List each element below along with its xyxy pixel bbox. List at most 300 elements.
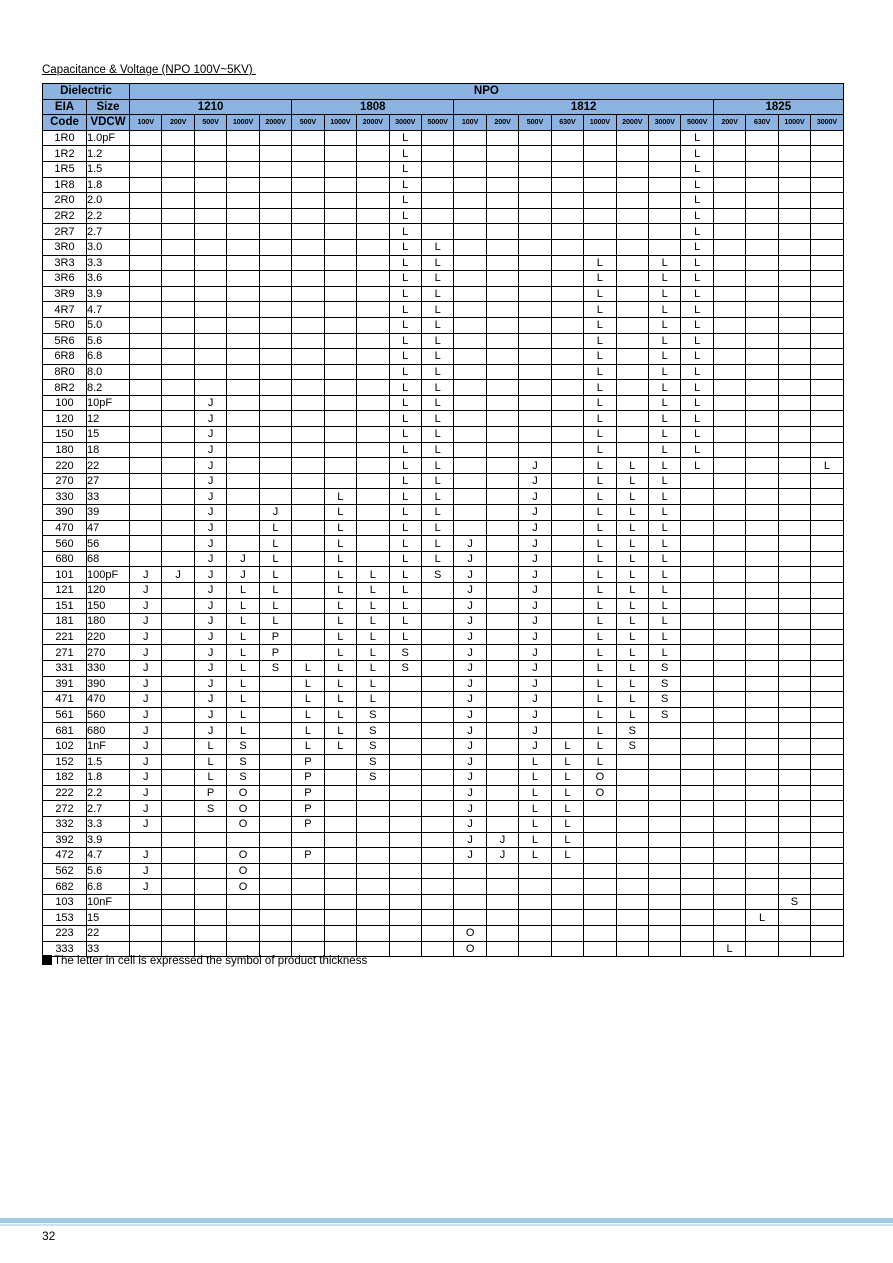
voltage-header: 500V — [519, 115, 551, 131]
thickness-cell: J — [519, 676, 551, 692]
capacitance-cell: 33 — [87, 941, 130, 957]
thickness-cell — [194, 926, 226, 942]
thickness-cell — [778, 520, 810, 536]
thickness-cell: J — [519, 473, 551, 489]
thickness-cell: J — [194, 427, 226, 443]
thickness-cell — [130, 551, 162, 567]
thickness-cell: J — [194, 723, 226, 739]
thickness-cell: L — [616, 660, 648, 676]
thickness-cell: J — [454, 567, 486, 583]
thickness-cell — [713, 894, 745, 910]
thickness-cell: L — [389, 473, 421, 489]
thickness-cell: J — [130, 816, 162, 832]
thickness-cell — [746, 816, 778, 832]
thickness-cell: L — [389, 161, 421, 177]
thickness-cell — [551, 941, 583, 957]
thickness-cell — [616, 271, 648, 287]
thickness-cell — [778, 848, 810, 864]
thickness-cell — [486, 692, 518, 708]
thickness-cell — [227, 302, 259, 318]
thickness-cell: J — [454, 848, 486, 864]
thickness-cell: L — [681, 224, 713, 240]
thickness-cell — [551, 442, 583, 458]
table-row — [43, 567, 844, 583]
thickness-cell — [162, 645, 194, 661]
thickness-cell — [681, 707, 713, 723]
thickness-cell: L — [259, 536, 291, 552]
thickness-cell — [713, 583, 745, 599]
thickness-cell — [713, 177, 745, 193]
thickness-cell — [227, 317, 259, 333]
thickness-cell — [324, 848, 356, 864]
thickness-cell — [357, 551, 389, 567]
thickness-cell: L — [584, 551, 616, 567]
thickness-cell — [421, 645, 453, 661]
thickness-cell — [227, 177, 259, 193]
thickness-cell: L — [681, 255, 713, 271]
thickness-cell — [519, 926, 551, 942]
thickness-cell — [486, 395, 518, 411]
thickness-cell: J — [519, 489, 551, 505]
thickness-cell — [259, 848, 291, 864]
thickness-cell — [778, 286, 810, 302]
thickness-cell: L — [421, 536, 453, 552]
thickness-cell: J — [194, 536, 226, 552]
table-row — [43, 660, 844, 676]
thickness-cell — [357, 380, 389, 396]
thickness-cell — [778, 941, 810, 957]
thickness-cell: S — [389, 660, 421, 676]
thickness-cell: L — [324, 583, 356, 599]
thickness-cell — [713, 848, 745, 864]
thickness-cell — [162, 317, 194, 333]
thickness-cell — [421, 676, 453, 692]
thickness-cell — [194, 848, 226, 864]
thickness-cell — [162, 894, 194, 910]
thickness-cell — [357, 926, 389, 942]
thickness-cell — [324, 333, 356, 349]
thickness-cell — [162, 489, 194, 505]
thickness-cell — [227, 146, 259, 162]
thickness-cell — [162, 926, 194, 942]
thickness-cell: J — [454, 536, 486, 552]
thickness-cell — [324, 239, 356, 255]
thickness-cell — [551, 910, 583, 926]
thickness-cell: L — [616, 489, 648, 505]
thickness-cell — [292, 239, 324, 255]
thickness-cell: J — [519, 598, 551, 614]
thickness-cell — [486, 770, 518, 786]
thickness-cell: L — [519, 770, 551, 786]
size-header-1825: 1825 — [713, 99, 843, 115]
thickness-cell — [746, 130, 778, 146]
thickness-cell — [162, 863, 194, 879]
thickness-cell: L — [389, 130, 421, 146]
thickness-cell — [519, 442, 551, 458]
thickness-cell — [292, 255, 324, 271]
thickness-cell — [389, 754, 421, 770]
thickness-cell — [454, 879, 486, 895]
thickness-cell — [130, 161, 162, 177]
thickness-cell — [162, 598, 194, 614]
thickness-cell — [551, 520, 583, 536]
thickness-cell — [357, 427, 389, 443]
thickness-cell — [454, 910, 486, 926]
thickness-cell — [292, 629, 324, 645]
thickness-cell: O — [454, 941, 486, 957]
thickness-cell — [227, 442, 259, 458]
thickness-cell — [811, 333, 844, 349]
thickness-cell — [811, 910, 844, 926]
thickness-cell — [227, 239, 259, 255]
thickness-cell — [551, 473, 583, 489]
thickness-cell — [454, 349, 486, 365]
thickness-cell — [130, 177, 162, 193]
thickness-cell — [778, 926, 810, 942]
thickness-cell — [713, 567, 745, 583]
capacitance-cell: 3.0 — [87, 239, 130, 255]
thickness-cell — [778, 473, 810, 489]
thickness-cell — [486, 551, 518, 567]
thickness-cell — [162, 130, 194, 146]
thickness-cell: L — [584, 598, 616, 614]
thickness-cell — [194, 894, 226, 910]
thickness-cell: L — [649, 364, 681, 380]
table-row — [43, 723, 844, 739]
thickness-cell — [778, 427, 810, 443]
thickness-cell — [778, 458, 810, 474]
thickness-cell — [259, 770, 291, 786]
thickness-cell — [324, 894, 356, 910]
thickness-cell: L — [681, 427, 713, 443]
thickness-cell — [324, 801, 356, 817]
thickness-cell — [357, 130, 389, 146]
thickness-cell: L — [551, 816, 583, 832]
thickness-cell: L — [681, 395, 713, 411]
thickness-cell — [713, 255, 745, 271]
thickness-cell — [746, 832, 778, 848]
thickness-cell — [778, 489, 810, 505]
thickness-cell — [259, 255, 291, 271]
thickness-cell: J — [519, 583, 551, 599]
thickness-cell — [649, 816, 681, 832]
thickness-cell: L — [616, 692, 648, 708]
thickness-cell: L — [421, 489, 453, 505]
table-row — [43, 349, 844, 365]
thickness-cell: J — [454, 614, 486, 630]
thickness-cell — [454, 505, 486, 521]
thickness-cell — [616, 239, 648, 255]
thickness-cell — [649, 801, 681, 817]
thickness-cell — [713, 317, 745, 333]
thickness-cell — [811, 583, 844, 599]
thickness-cell: L — [227, 583, 259, 599]
capacitance-cell: 1.5 — [87, 754, 130, 770]
thickness-cell: L — [681, 411, 713, 427]
thickness-cell — [713, 645, 745, 661]
thickness-cell — [778, 130, 810, 146]
capacitance-cell: 22 — [87, 458, 130, 474]
thickness-cell — [584, 224, 616, 240]
thickness-cell — [259, 910, 291, 926]
thickness-cell — [194, 910, 226, 926]
capacitance-cell: 120 — [87, 583, 130, 599]
thickness-cell — [357, 333, 389, 349]
thickness-cell — [616, 770, 648, 786]
thickness-cell — [551, 255, 583, 271]
thickness-cell — [713, 161, 745, 177]
thickness-cell: L — [649, 286, 681, 302]
thickness-cell: L — [389, 349, 421, 365]
thickness-cell — [713, 473, 745, 489]
thickness-cell — [746, 317, 778, 333]
thickness-cell — [486, 583, 518, 599]
thickness-cell — [778, 239, 810, 255]
thickness-cell — [616, 785, 648, 801]
thickness-cell: J — [454, 692, 486, 708]
thickness-cell: S — [227, 754, 259, 770]
thickness-cell — [421, 848, 453, 864]
table-row — [43, 271, 844, 287]
thickness-cell — [292, 567, 324, 583]
thickness-cell — [616, 380, 648, 396]
thickness-cell — [551, 707, 583, 723]
capacitance-cell: 220 — [87, 629, 130, 645]
thickness-cell — [746, 473, 778, 489]
thickness-cell — [551, 536, 583, 552]
thickness-cell — [746, 801, 778, 817]
thickness-cell: J — [130, 692, 162, 708]
thickness-cell: L — [421, 473, 453, 489]
thickness-cell: L — [324, 520, 356, 536]
thickness-cell — [292, 505, 324, 521]
thickness-cell: L — [389, 598, 421, 614]
thickness-cell: L — [681, 146, 713, 162]
thickness-cell — [194, 286, 226, 302]
thickness-cell — [130, 239, 162, 255]
thickness-cell — [486, 816, 518, 832]
thickness-cell — [746, 271, 778, 287]
thickness-cell — [551, 224, 583, 240]
thickness-cell: L — [584, 349, 616, 365]
thickness-cell: L — [421, 302, 453, 318]
thickness-cell — [421, 738, 453, 754]
thickness-cell — [194, 193, 226, 209]
thickness-cell: J — [454, 801, 486, 817]
thickness-cell: L — [584, 395, 616, 411]
eia-code-cell: 102 — [43, 738, 87, 754]
table-row — [43, 224, 844, 240]
thickness-cell — [292, 427, 324, 443]
thickness-cell: O — [227, 848, 259, 864]
thickness-cell: J — [130, 614, 162, 630]
thickness-cell — [713, 707, 745, 723]
thickness-cell — [292, 286, 324, 302]
thickness-cell — [551, 333, 583, 349]
thickness-cell — [713, 505, 745, 521]
thickness-cell: J — [194, 489, 226, 505]
thickness-cell — [324, 177, 356, 193]
thickness-cell — [713, 738, 745, 754]
voltage-header: 1000V — [227, 115, 259, 131]
thickness-cell — [421, 629, 453, 645]
thickness-cell — [259, 863, 291, 879]
thickness-cell — [454, 271, 486, 287]
thickness-cell — [292, 473, 324, 489]
eia-code-cell: 1R5 — [43, 161, 87, 177]
thickness-cell: J — [519, 551, 551, 567]
thickness-cell — [259, 130, 291, 146]
eia-code-cell: 150 — [43, 427, 87, 443]
thickness-cell: L — [389, 224, 421, 240]
thickness-cell — [616, 395, 648, 411]
thickness-cell: J — [130, 676, 162, 692]
thickness-cell: L — [259, 583, 291, 599]
size-header-1210: 1210 — [130, 99, 292, 115]
thickness-cell — [811, 286, 844, 302]
thickness-cell — [713, 271, 745, 287]
thickness-cell — [130, 536, 162, 552]
thickness-cell: P — [259, 629, 291, 645]
thickness-cell: L — [584, 676, 616, 692]
thickness-cell — [811, 505, 844, 521]
thickness-cell — [194, 146, 226, 162]
thickness-cell — [616, 926, 648, 942]
thickness-cell — [162, 536, 194, 552]
eia-code-cell: 1R8 — [43, 177, 87, 193]
thickness-cell: J — [454, 707, 486, 723]
eia-code-cell: 1R0 — [43, 130, 87, 146]
thickness-cell — [713, 692, 745, 708]
thickness-cell — [194, 271, 226, 287]
thickness-cell — [778, 692, 810, 708]
thickness-cell — [227, 224, 259, 240]
thickness-cell: L — [357, 583, 389, 599]
thickness-cell — [227, 894, 259, 910]
thickness-cell — [486, 660, 518, 676]
thickness-cell — [486, 676, 518, 692]
thickness-cell — [259, 723, 291, 739]
eia-code-cell: 682 — [43, 879, 87, 895]
thickness-cell: L — [649, 567, 681, 583]
thickness-cell: S — [227, 770, 259, 786]
thickness-cell — [194, 317, 226, 333]
thickness-cell: L — [389, 271, 421, 287]
thickness-cell — [454, 130, 486, 146]
thickness-cell — [746, 364, 778, 380]
thickness-cell — [713, 660, 745, 676]
thickness-cell: L — [324, 551, 356, 567]
thickness-cell — [486, 863, 518, 879]
eia-code-cell: 182 — [43, 770, 87, 786]
thickness-cell — [162, 427, 194, 443]
thickness-cell — [616, 754, 648, 770]
thickness-cell — [194, 816, 226, 832]
thickness-cell — [227, 333, 259, 349]
thickness-cell — [746, 692, 778, 708]
thickness-cell — [649, 941, 681, 957]
thickness-cell — [162, 738, 194, 754]
thickness-cell — [746, 333, 778, 349]
thickness-cell: L — [551, 848, 583, 864]
thickness-cell — [324, 458, 356, 474]
thickness-cell — [746, 255, 778, 271]
thickness-cell — [519, 333, 551, 349]
thickness-cell — [486, 598, 518, 614]
thickness-cell — [811, 130, 844, 146]
thickness-cell — [357, 442, 389, 458]
thickness-cell — [778, 598, 810, 614]
thickness-cell — [713, 801, 745, 817]
thickness-cell — [746, 442, 778, 458]
thickness-cell — [389, 676, 421, 692]
thickness-cell — [778, 754, 810, 770]
thickness-cell: L — [584, 255, 616, 271]
thickness-cell — [454, 146, 486, 162]
thickness-cell — [357, 879, 389, 895]
thickness-cell: L — [713, 941, 745, 957]
thickness-cell — [421, 146, 453, 162]
thickness-cell: L — [551, 754, 583, 770]
thickness-cell — [778, 863, 810, 879]
thickness-cell — [778, 395, 810, 411]
thickness-cell — [227, 536, 259, 552]
thickness-cell — [616, 208, 648, 224]
thickness-cell: O — [227, 785, 259, 801]
thickness-cell: J — [194, 551, 226, 567]
thickness-cell: L — [389, 505, 421, 521]
thickness-cell — [292, 458, 324, 474]
thickness-cell: L — [194, 754, 226, 770]
thickness-cell: L — [389, 411, 421, 427]
eia-code-cell: 151 — [43, 598, 87, 614]
eia-code-cell: 5R6 — [43, 333, 87, 349]
thickness-cell: L — [357, 660, 389, 676]
thickness-cell — [292, 317, 324, 333]
thickness-cell — [811, 161, 844, 177]
thickness-cell — [130, 894, 162, 910]
thickness-cell: J — [519, 567, 551, 583]
thickness-cell — [324, 910, 356, 926]
thickness-cell — [746, 349, 778, 365]
thickness-cell: L — [519, 816, 551, 832]
thickness-cell — [259, 364, 291, 380]
thickness-cell — [713, 910, 745, 926]
thickness-cell: L — [227, 692, 259, 708]
thickness-cell — [292, 489, 324, 505]
thickness-cell — [778, 707, 810, 723]
thickness-cell: L — [649, 629, 681, 645]
capacitance-cell: 68 — [87, 551, 130, 567]
thickness-cell — [811, 894, 844, 910]
table-row — [43, 177, 844, 193]
thickness-cell — [486, 364, 518, 380]
thickness-cell — [746, 629, 778, 645]
thickness-cell — [713, 754, 745, 770]
thickness-cell — [194, 239, 226, 255]
thickness-cell — [519, 161, 551, 177]
thickness-cell — [292, 302, 324, 318]
thickness-cell: L — [649, 427, 681, 443]
thickness-cell — [551, 505, 583, 521]
table-row — [43, 427, 844, 443]
thickness-cell — [551, 692, 583, 708]
thickness-cell — [259, 427, 291, 443]
thickness-cell — [519, 146, 551, 162]
eia-code-cell: 153 — [43, 910, 87, 926]
thickness-cell — [130, 349, 162, 365]
thickness-cell — [162, 723, 194, 739]
